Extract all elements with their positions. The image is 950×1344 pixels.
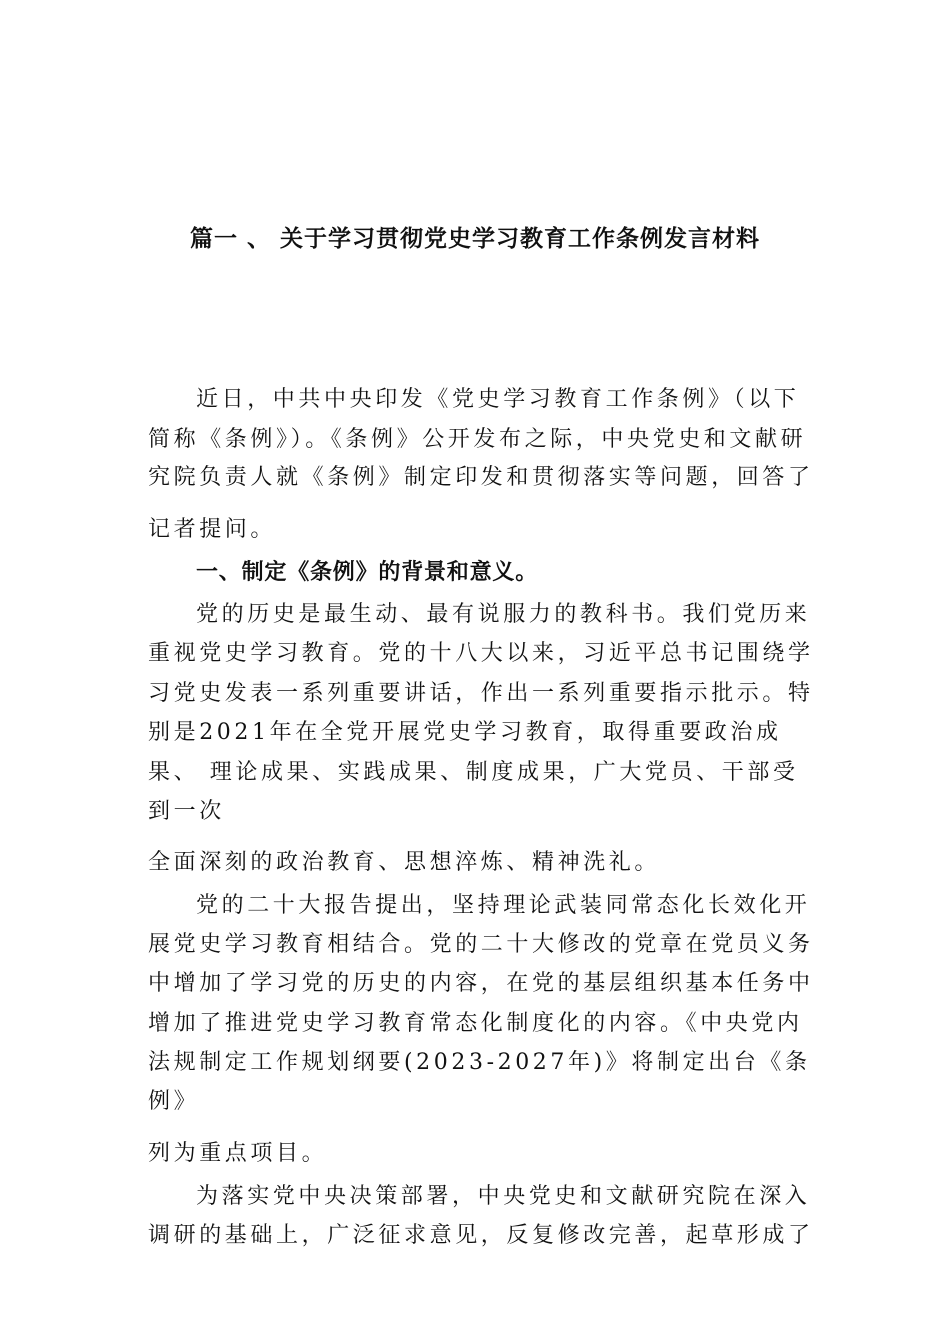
paragraph-line: 例》 [148,1089,200,1114]
paragraph-line: 党的历史是最生动、最有说服力的教科书。我们党历来 [196,602,811,627]
paragraph-line: 究院负责人就《条例》制定印发和贯彻落实等问题，回答了 [148,465,814,490]
paragraph-line: 全面深刻的政治教育、思想淬炼、精神洗礼。 [148,850,661,875]
paragraph-line: 法规制定工作规划纲要(2023-2027年)》将制定出台《条 [148,1050,811,1075]
paragraph-line: 习党史发表一系列重要讲话，作出一系列重要指示批示。特 [148,681,814,706]
section-heading: 一、制定《条例》的背景和意义。 [196,560,539,585]
paragraph-line: 中增加了学习党的历史的内容，在党的基层组织基本任务中 [148,971,814,996]
paragraph-line: 记者提问。 [148,517,277,542]
paragraph-line: 增加了推进党史学习教育常态化制度化的内容。《中央党内 [148,1011,803,1036]
paragraph-line: 调研的基础上，广泛征求意见，反复修改完善，起草形成了 [148,1223,814,1248]
paragraph-line: 展党史学习教育相结合。党的二十大修改的党章在党员义务 [148,932,814,957]
paragraph-line: 重视党史学习教育。党的十八大以来，习近平总书记围绕学 [148,641,814,666]
paragraph-line: 近日，中共中央印发《党史学习教育工作条例》（以下 [196,387,800,412]
paragraph-line: 别是2021年在全党开展党史学习教育，取得重要政治成 [148,720,782,745]
paragraph-line: 为落实党中央决策部署，中央党史和文献研究院在深入 [196,1184,811,1209]
document-title: 篇一 、 关于学习贯彻党史学习教育工作条例发言材料 [189,226,760,252]
paragraph-line: 党的二十大报告提出，坚持理论武装同常态化长效化开 [196,893,811,918]
paragraph-line: 到一次 [148,799,225,824]
paragraph-line: 简称《条例》）。《条例》公开发布之际，中央党史和文献研 [148,427,807,452]
paragraph-line: 果、 理论成果、实践成果、制度成果，广大党员、干部受 [148,760,799,785]
paragraph-line: 列为重点项目。 [148,1141,328,1166]
